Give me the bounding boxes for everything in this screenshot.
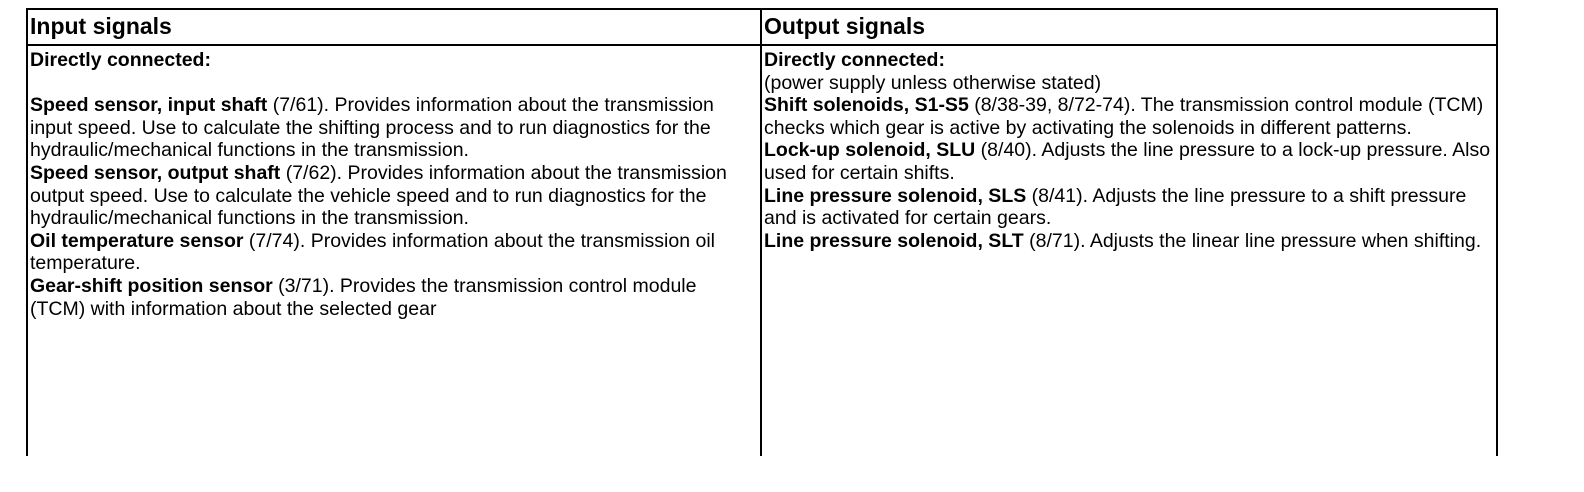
header-divider — [26, 44, 1498, 46]
input-item-name: Oil temperature sensor — [30, 229, 244, 252]
input-item-name: Speed sensor, output shaft — [30, 161, 281, 184]
output-item-name: Shift solenoids, S1-S5 — [764, 94, 969, 117]
input-item-desc: . Provides the transmission control module (TCM) with information about the selected gear — [30, 274, 697, 320]
output-item-ref: (8/71) — [1023, 229, 1081, 252]
table-right-border — [1496, 8, 1498, 456]
column-divider — [760, 8, 762, 456]
input-item — [30, 94, 756, 162]
output-item-desc: . Adjusts the linear line pressure when shifting. — [1080, 229, 1482, 252]
input-item-ref: (7/74) — [243, 229, 300, 252]
input-item-ref: (7/61) — [267, 94, 324, 117]
table-left-border — [26, 8, 28, 456]
input-item-ref: (7/62) — [280, 161, 337, 184]
output-item-ref: (8/41) — [1026, 184, 1083, 207]
input-signals-header: Input signals — [30, 13, 172, 39]
output-item-name: Lock-up solenoid, SLU — [764, 139, 976, 162]
spacer — [30, 72, 756, 95]
output-item — [764, 139, 1492, 184]
input-item-name: Speed sensor, input shaft — [30, 94, 268, 117]
signals-table — [26, 8, 1498, 456]
input-item-name: Gear-shift position sensor — [30, 274, 273, 297]
output-item — [764, 230, 1492, 253]
output-item-ref: (8/40) — [975, 139, 1032, 162]
table-top-border — [26, 8, 1498, 10]
output-signals-column — [764, 49, 1492, 252]
input-item-desc: . Provides information about the transmission output speed. Use to calculate the vehicle speed and to run diagnostics for the hydraulic/mechanical functions in the transmission. — [30, 161, 727, 230]
output-item-desc: . Adjusts the line pressure to a shift pressure and is activated for certain gears. — [764, 184, 1467, 230]
output-item — [764, 94, 1492, 139]
input-item-desc: . Provides information about the transmission input speed. Use to calculate the shifting process and to run diagnostics for the hydraulic/mechanical functions in the transmission. — [30, 94, 714, 162]
output-direct-note: (power supply unless otherwise stated) — [764, 71, 1102, 94]
input-signals-column — [30, 49, 756, 320]
input-item-desc: . Provides information about the transmission oil temperature. — [30, 229, 715, 275]
output-item-name: Line pressure solenoid, SLT — [764, 229, 1024, 252]
input-item — [30, 275, 756, 320]
output-item-name: Line pressure solenoid, SLS — [764, 184, 1027, 207]
output-item — [764, 185, 1492, 230]
output-signals-header: Output signals — [764, 13, 925, 39]
input-directly-connected-label: Directly connected: — [30, 49, 211, 71]
input-item — [30, 162, 756, 230]
output-item-desc: . Adjusts the line pressure to a lock-up pressure. Also used for certain shifts. — [764, 139, 1491, 184]
input-item-ref: (3/71) — [272, 274, 330, 297]
output-item-ref: (8/38-39, 8/72-74) — [968, 94, 1131, 117]
output-item-desc: . The transmission control module (TCM) checks which gear is active by activating the solenoids in different patterns. — [764, 94, 1484, 139]
output-directly-connected-label: Directly connected: — [764, 49, 945, 71]
input-item — [30, 230, 756, 275]
